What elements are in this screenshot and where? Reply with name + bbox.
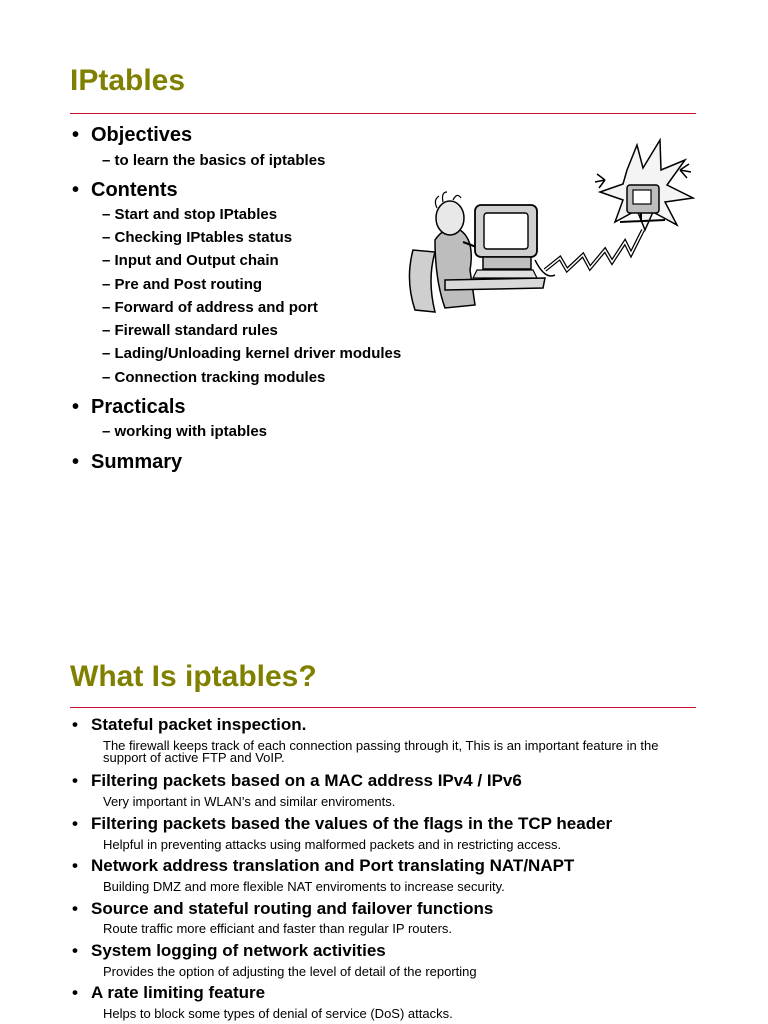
list-item: – to learn the basics of iptables bbox=[102, 152, 326, 169]
feature-heading: • Stateful packet inspection. bbox=[72, 715, 307, 734]
feature-heading: • System logging of network activities bbox=[72, 941, 386, 960]
list-item: – Forward of address and port bbox=[102, 299, 318, 316]
bullet-dot: • bbox=[72, 856, 78, 875]
bullet-dot: • bbox=[72, 771, 78, 790]
bullet-dot: • bbox=[72, 396, 80, 418]
slide-what-is-iptables bbox=[0, 640, 768, 1024]
bullet-dot: • bbox=[72, 899, 78, 918]
slide-title: IPtables bbox=[70, 64, 186, 97]
feature-description: Helps to block some types of denial of service (DoS) attacks. bbox=[103, 1006, 453, 1021]
list-item: – Lading/Unloading kernel driver modules bbox=[102, 345, 402, 362]
bullet-dot: • bbox=[72, 715, 78, 734]
section-heading: Practicals bbox=[91, 396, 186, 418]
computer-frustration-clipart bbox=[405, 130, 695, 330]
feature-description: Route traffic more efficiant and faster than regular IP routers. bbox=[103, 921, 453, 936]
section-objectives bbox=[72, 123, 192, 147]
bullet-dot: • bbox=[72, 814, 78, 833]
list-item: – Firewall standard rules bbox=[102, 322, 278, 339]
feature-description: Very important in WLAN’s and similar enviroments. bbox=[103, 794, 396, 809]
list-item: – Pre and Post routing bbox=[102, 276, 263, 293]
feature-heading: • Source and stateful routing and failover functions bbox=[72, 899, 494, 918]
section-heading: Objectives bbox=[91, 124, 193, 146]
section-heading: Summary bbox=[91, 451, 183, 473]
bullet-dot: • bbox=[72, 983, 78, 1002]
list-item: – Start and stop IPtables bbox=[102, 206, 278, 223]
section-practicals bbox=[72, 395, 186, 419]
bullet-dot: • bbox=[72, 941, 78, 960]
feature-heading: • Filtering packets based on a MAC address IPv4 / IPv6 bbox=[72, 771, 522, 790]
list-item: – Input and Output chain bbox=[102, 252, 279, 269]
feature-description: Provides the option of adjusting the level of detail of the reporting bbox=[103, 964, 477, 979]
bullet-dot: • bbox=[72, 124, 80, 146]
slide-title: What Is iptables? bbox=[70, 660, 317, 693]
feature-description: Building DMZ and more flexible NAT enviroments to increase security. bbox=[103, 879, 505, 894]
feature-description: Helpful in preventing attacks using malformed packets and in restricting access. bbox=[103, 837, 562, 852]
title-divider bbox=[70, 113, 696, 114]
feature-heading: • A rate limiting feature bbox=[72, 983, 266, 1002]
feature-description: The firewall keeps track of each connection passing through it, This is an important feature in the support of active FTP and VoIP. bbox=[103, 738, 659, 765]
list-item: – Checking IPtables status bbox=[102, 229, 293, 246]
section-contents bbox=[72, 178, 178, 202]
feature-heading: • Network address translation and Port translating NAT/NAPT bbox=[72, 856, 575, 875]
bullet-dot: • bbox=[72, 451, 80, 473]
section-heading: Contents bbox=[91, 179, 178, 201]
list-item: – working with iptables bbox=[102, 423, 268, 440]
section-summary bbox=[72, 450, 182, 474]
list-item: – Connection tracking modules bbox=[102, 369, 326, 386]
title-divider bbox=[70, 707, 696, 708]
bullet-dot: • bbox=[72, 179, 80, 201]
feature-heading: • Filtering packets based the values of the flags in the TCP header bbox=[72, 814, 613, 833]
